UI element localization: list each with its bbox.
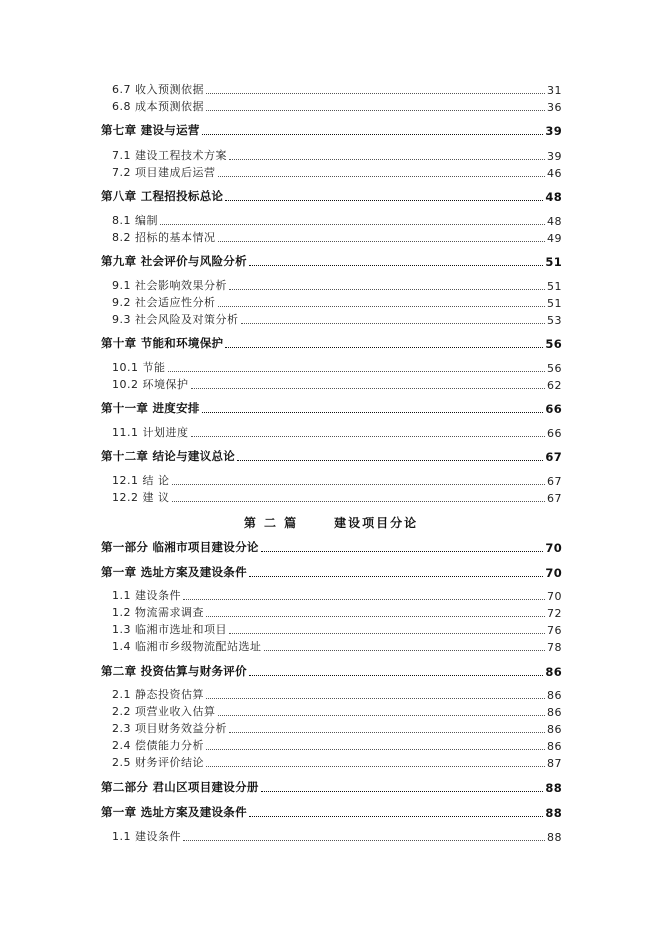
toc-entry-label: 6.8 成本预测依据 [112,100,204,113]
toc-entry[interactable] [112,294,562,310]
toc-leader [225,346,543,348]
toc-leader [183,598,545,600]
toc-leader [218,305,546,307]
toc-entry-page: 48 [547,215,562,228]
toc-entry[interactable] [112,703,562,719]
toc-entry-label: 第一章 选址方案及建设条件 [101,805,247,819]
toc-leader [206,748,545,750]
part-heading[interactable] [0,514,662,531]
toc-entry[interactable] [112,587,562,603]
toc-entry-label: 7.1 建设工程技术方案 [112,149,227,162]
toc-entry-page: 88 [545,781,562,795]
toc-entry[interactable] [112,98,562,114]
toc-entry-page: 51 [547,280,562,293]
toc-leader [206,92,545,94]
toc-entry-label: 9.2 社会适应性分析 [112,296,216,309]
toc-entry-page: 67 [545,450,562,464]
toc-entry-page: 51 [545,255,562,269]
toc-entry-page: 62 [547,379,562,392]
toc-chapter[interactable] [101,779,562,795]
toc-leader [191,387,546,389]
toc-leader [261,550,544,552]
toc-entry-label: 1.1 建设条件 [112,830,181,843]
toc-entry-page: 86 [547,689,562,702]
toc-entry-page: 70 [545,566,562,580]
toc-leader [229,158,545,160]
toc-entry-page: 86 [547,740,562,753]
toc-entry-label: 8.1 编制 [112,214,158,227]
toc-leader [218,175,546,177]
toc-entry-page: 67 [547,475,562,488]
toc-leader [206,765,545,767]
toc-leader [218,714,546,716]
toc-entry-label: 第一部分 临湘市项目建设分论 [101,540,259,554]
toc-entry[interactable] [112,311,562,327]
toc-leader [241,322,546,324]
toc-entry-page: 86 [547,723,562,736]
toc-entry[interactable] [112,686,562,702]
toc-entry[interactable] [112,828,562,844]
toc-entry-page: 70 [547,590,562,603]
toc-entry-label: 9.1 社会影响效果分析 [112,279,227,292]
toc-leader [168,370,546,372]
toc-entry-page: 31 [547,84,562,97]
toc-leader [206,615,545,617]
toc-chapter[interactable] [101,663,562,679]
toc-leader [229,632,545,634]
toc-chapter[interactable] [101,335,562,351]
toc-entry[interactable] [112,621,562,637]
toc-entry-page: 87 [547,757,562,770]
toc-leader [172,500,546,502]
toc-entry-page: 86 [545,665,562,679]
toc-entry-page: 66 [547,427,562,440]
toc-entry-page: 86 [547,706,562,719]
toc-entry[interactable] [112,424,562,440]
toc-entry-page: 72 [547,607,562,620]
toc-leader [206,109,545,111]
toc-entry[interactable] [112,359,562,375]
toc-chapter[interactable] [101,400,562,416]
toc-leader [202,133,544,135]
toc-leader [229,288,545,290]
toc-entry-page: 39 [547,150,562,163]
toc-entry-label: 9.3 社会风险及对策分析 [112,313,239,326]
toc-leader [206,697,545,699]
toc-entry-label: 11.1 计划进度 [112,426,189,439]
toc-entry-label: 1.3 临湘市选址和项目 [112,623,227,636]
toc-entry[interactable] [112,212,562,228]
toc-entry-page: 49 [547,232,562,245]
toc-entry[interactable] [112,604,562,620]
toc-entry-page: 88 [545,806,562,820]
toc-leader [249,815,543,817]
toc-entry[interactable] [112,754,562,770]
toc-leader [237,459,543,461]
toc-entry-page: 76 [547,624,562,637]
toc-entry-label: 10.2 环境保护 [112,378,189,391]
toc-entry[interactable] [112,229,562,245]
toc-chapter[interactable] [101,804,562,820]
toc-entry-label: 1.1 建设条件 [112,589,181,602]
toc-leader [249,674,543,676]
toc-entry[interactable] [112,164,562,180]
toc-entry-label: 1.2 物流需求调查 [112,606,204,619]
toc-chapter[interactable] [101,253,562,269]
toc-entry-page: 67 [547,492,562,505]
toc-entry-label: 2.1 静态投资估算 [112,688,204,701]
toc-entry-page: 48 [545,190,562,204]
toc-entry-label: 第二部分 君山区项目建设分册 [101,780,259,794]
toc-entry-label: 2.3 项目财务效益分析 [112,722,227,735]
toc-leader [225,199,543,201]
toc-entry-label: 7.2 项目建成后运营 [112,166,216,179]
toc-entry-label: 2.4 偿债能力分析 [112,739,204,752]
toc-leader [191,435,546,437]
toc-entry-page: 66 [545,402,562,416]
toc-entry-page: 56 [547,362,562,375]
toc-entry-label: 8.2 招标的基本情况 [112,231,216,244]
toc-entry-page: 88 [547,831,562,844]
toc-entry[interactable] [112,720,562,736]
toc-entry-label: 第十二章 结论与建议总论 [101,449,236,463]
part-name: 建设项目分论 [334,516,419,530]
toc-entry-label: 第十章 节能和环境保护 [101,336,224,350]
toc-chapter[interactable] [101,539,562,555]
toc-leader [218,240,546,242]
toc-entry-page: 56 [545,337,562,351]
toc-entry-label: 12.1 结 论 [112,474,170,487]
toc-entry[interactable] [112,638,562,654]
toc-leader [249,264,543,266]
toc-entry-label: 第七章 建设与运营 [101,123,200,137]
toc-entry-label: 10.1 节能 [112,361,166,374]
toc-entry[interactable] [112,472,562,488]
toc-entry-page: 46 [547,167,562,180]
toc-entry-label: 2.5 财务评价结论 [112,756,204,769]
toc-leader [264,649,546,651]
toc-leader [249,575,543,577]
toc-entry-page: 78 [547,641,562,654]
toc-entry-label: 第八章 工程招投标总论 [101,189,224,203]
toc-chapter[interactable] [101,564,562,580]
toc-entry-label: 第一章 选址方案及建设条件 [101,565,247,579]
toc-entry-page: 70 [545,541,562,555]
toc-leader [172,483,546,485]
toc-chapter[interactable] [101,448,562,464]
toc-entry-label: 第九章 社会评价与风险分析 [101,254,247,268]
toc-entry[interactable] [112,147,562,163]
toc-chapter[interactable] [101,122,562,138]
toc-leader [160,223,545,225]
toc-entry-page: 53 [547,314,562,327]
toc-entry-page: 36 [547,101,562,114]
toc-entry[interactable] [112,737,562,753]
toc-leader [229,731,545,733]
toc-entry[interactable] [112,376,562,392]
part-number: 第 二 篇 [243,516,299,530]
toc-entry-label: 第二章 投资估算与财务评价 [101,664,247,678]
toc-entry[interactable] [112,489,562,505]
toc-entry-label: 第十一章 进度安排 [101,401,200,415]
toc-entry-label: 1.4 临湘市乡级物流配站选址 [112,640,262,653]
toc-leader [183,839,545,841]
toc-entry-page: 51 [547,297,562,310]
toc-entry-label: 6.7 收入预测依据 [112,83,204,96]
toc-entry[interactable] [112,81,562,97]
toc-entry-label: 12.2 建 议 [112,491,170,504]
toc-entry-label: 2.2 项营业收入估算 [112,705,216,718]
toc-chapter[interactable] [101,188,562,204]
toc-leader [261,790,544,792]
toc-entry-page: 39 [545,124,562,138]
toc-entry[interactable] [112,277,562,293]
toc-leader [202,411,544,413]
